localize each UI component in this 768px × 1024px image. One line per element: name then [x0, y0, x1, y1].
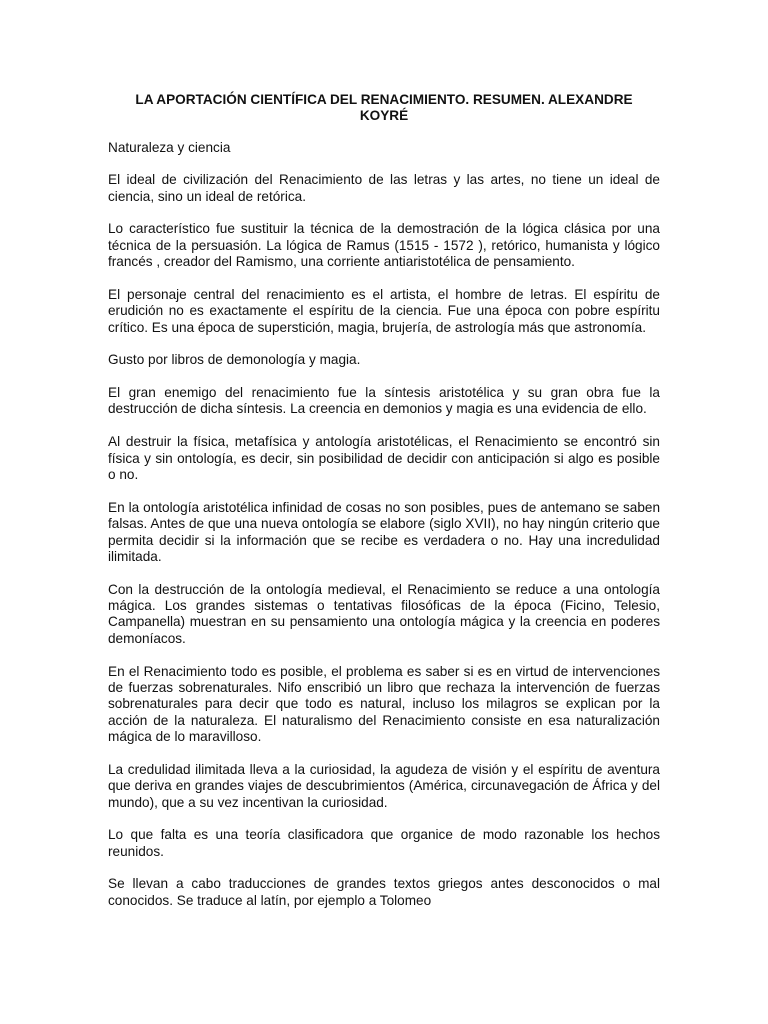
paragraph-11: Lo que falta es una teoría clasificadora que organice de modo razonable los hechos reunidos.: [108, 827, 660, 859]
section-heading: Naturaleza y ciencia: [108, 139, 231, 155]
paragraph-12: Se llevan a cabo traducciones de grandes textos griegos antes desconocidos o mal conocidos. Se traduce al latín, por ejemplo a Tolomeo: [108, 876, 660, 908]
document-title: LA APORTACIÓN CIENTÍFICA DEL RENACIMIENTO. RESUMEN. ALEXANDRE KOYRÉ: [135, 92, 633, 124]
paragraph-6: Al destruir la física, metafísica y antología aristotélicas, el Renacimiento se encontró sin física y sin ontología, es decir, sin posibilidad de decidir con anticipación si algo es posible o no.: [108, 434, 660, 482]
paragraph-2: Lo característico fue sustituir la técnica de la demostración de la lógica clásica por una técnica de la persuasión. La lógica de Ramus (1515 - 1572 ), retórico, humanista y lógico francés , creador del Ramismo, una corriente antiaristotélica de pensamiento.: [108, 221, 660, 270]
paragraph-5: El gran enemigo del renacimiento fue la síntesis aristotélica y su gran obra fue la destrucción de dicha síntesis. La creencia en demonios y magia es una evidencia de ello.: [108, 385, 660, 417]
paragraph-8: Con la destrucción de la ontología medieval, el Renacimiento se reduce a una ontología mágica. Los grandes sistemas o tentativas filosóficas de la época (Ficino, Telesio, Campanella) muestran en su pensamiento una ontología mágica y la creencia en poderes demoníacos.: [108, 581, 660, 646]
paragraph-3: El personaje central del renacimiento es el artista, el hombre de letras. El espíritu de erudición no es exactamente el espíritu de la ciencia. Fue una época con pobre espíritu crítico. Es una época de superstición, magia, brujería, de astrología más que astronomía.: [108, 286, 660, 335]
paragraph-1: El ideal de civilización del Renacimiento de las letras y las artes, no tiene un ideal de ciencia, sino un ideal de retórica.: [108, 172, 660, 204]
paragraph-7: En la ontología aristotélica infinidad de cosas no son posibles, pues de antemano se saben falsas. Antes de que una nueva ontología se elabore (siglo XVII), no hay ningún criterio que permita decidir si la información que se recibe es verdadera o no. Hay una incredulidad ilimitada.: [108, 499, 660, 564]
document-page: [108, 92, 660, 926]
paragraph-4: Gusto por libros de demonología y magia.: [108, 352, 361, 368]
paragraph-9: En el Renacimiento todo es posible, el problema es saber si es en virtud de intervenciones de fuerzas sobrenaturales. Nifo enscribió un libro que rechaza la intervención de fuerzas sobrenaturales para decir que todo es natural, incluso los milagros se explican por la acción de la naturaleza. El naturalismo del Renacimiento consiste en esa naturalización mágica de lo maravilloso.: [108, 663, 660, 745]
paragraph-10: La credulidad ilimitada lleva a la curiosidad, la agudeza de visión y el espíritu de aventura que deriva en grandes viajes de descubrimientos (América, circunavegación de África y del mundo), que a su vez incentivan la curiosidad.: [108, 761, 660, 810]
